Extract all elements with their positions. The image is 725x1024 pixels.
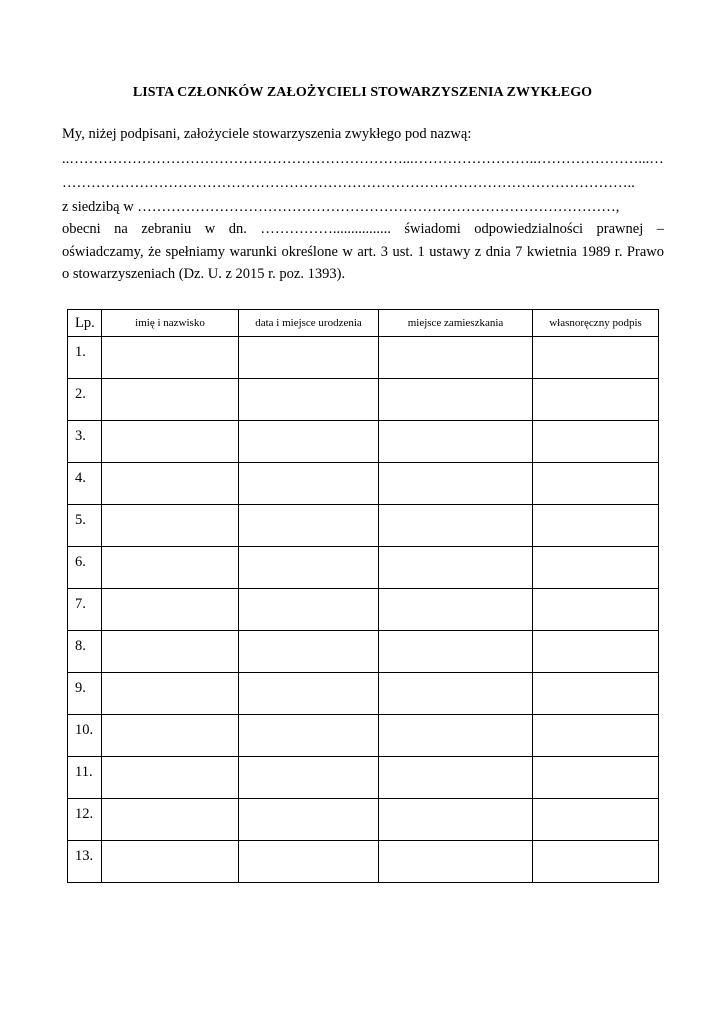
name-cell [102,841,239,883]
name-cell [102,799,239,841]
signature-cell [533,379,659,421]
signature-cell [533,673,659,715]
birth-cell [239,547,379,589]
birth-cell [239,505,379,547]
row-number: 6. [68,547,102,589]
association-name-line-2: ……………………………………………………………………………………………………….. [62,175,635,191]
table-row [68,799,659,841]
name-cell [102,715,239,757]
row-number: 12. [68,799,102,841]
table-row [68,421,659,463]
residence-cell [379,757,533,799]
row-number: 4. [68,463,102,505]
name-cell [102,463,239,505]
birth-cell [239,841,379,883]
birth-cell [239,421,379,463]
name-cell [102,589,239,631]
row-number: 9. [68,673,102,715]
name-cell [102,673,239,715]
name-cell [102,631,239,673]
row-number: 10. [68,715,102,757]
name-cell [102,757,239,799]
signature-cell [533,589,659,631]
row-number: 2. [68,379,102,421]
header-residence: miejsce zamieszkania [379,310,533,337]
residence-cell [379,547,533,589]
row-number: 8. [68,631,102,673]
birth-cell [239,589,379,631]
row-number: 7. [68,589,102,631]
statement-line-3: o stowarzyszeniach (Dz. U. z 2015 r. poz. 1393). [62,266,346,282]
table-row [68,673,659,715]
signature-cell [533,841,659,883]
table-row [68,547,659,589]
header-lp: Lp. [68,310,102,337]
statement-line-2: oświadczamy, że spełniamy warunki określone w art. 3 ust. 1 ustawy z dnia 7 kwietnia 1989 r. Prawo [62,244,664,260]
signature-cell [533,337,659,379]
intro-text: My, niżej podpisani, założyciele stowarzyszenia zwykłego pod nazwą: [62,126,472,142]
association-name-line-1: ..……………………………………………………………...……………………..…………………...… [62,151,664,167]
signature-cell [533,715,659,757]
row-number: 1. [68,337,102,379]
row-number: 13. [68,841,102,883]
table-row [68,505,659,547]
header-birth: data i miejsce urodzenia [239,310,379,337]
document-title: LISTA CZŁONKÓW ZAŁOŻYCIELI STOWARZYSZENIA ZWYKŁEGO [132,85,593,100]
residence-cell [379,379,533,421]
row-number: 11. [68,757,102,799]
residence-cell [379,673,533,715]
table-row [68,631,659,673]
signature-cell [533,547,659,589]
table-row [68,589,659,631]
header-signature: własnoręczny podpis [533,310,659,337]
name-cell [102,505,239,547]
birth-cell [239,715,379,757]
name-cell [102,337,239,379]
table-row [68,841,659,883]
statement-line-1: obecni na zebraniu w dn. ……………................ świadomi odpowiedzialności prawnej – [62,221,664,237]
name-cell [102,421,239,463]
residence-cell [379,505,533,547]
table-row [68,715,659,757]
signature-cell [533,505,659,547]
residence-cell [379,841,533,883]
header-name: imię i nazwisko [102,310,239,337]
table-row [68,337,659,379]
residence-cell [379,463,533,505]
row-number: 3. [68,421,102,463]
table-row [68,379,659,421]
birth-cell [239,757,379,799]
residence-cell [379,715,533,757]
birth-cell [239,799,379,841]
residence-cell [379,799,533,841]
table-row [68,757,659,799]
residence-cell [379,589,533,631]
table-header-row [68,310,659,337]
row-number: 5. [68,505,102,547]
residence-cell [379,337,533,379]
name-cell [102,379,239,421]
members-table [67,309,659,883]
signature-cell [533,799,659,841]
signature-cell [533,421,659,463]
birth-cell [239,379,379,421]
signature-cell [533,757,659,799]
signature-cell [533,463,659,505]
table-row [68,463,659,505]
birth-cell [239,337,379,379]
name-cell [102,547,239,589]
residence-cell [379,421,533,463]
signature-cell [533,631,659,673]
birth-cell [239,673,379,715]
birth-cell [239,631,379,673]
seat-line: z siedzibą w ………………………………………………………………………………………, [62,199,620,215]
birth-cell [239,463,379,505]
residence-cell [379,631,533,673]
